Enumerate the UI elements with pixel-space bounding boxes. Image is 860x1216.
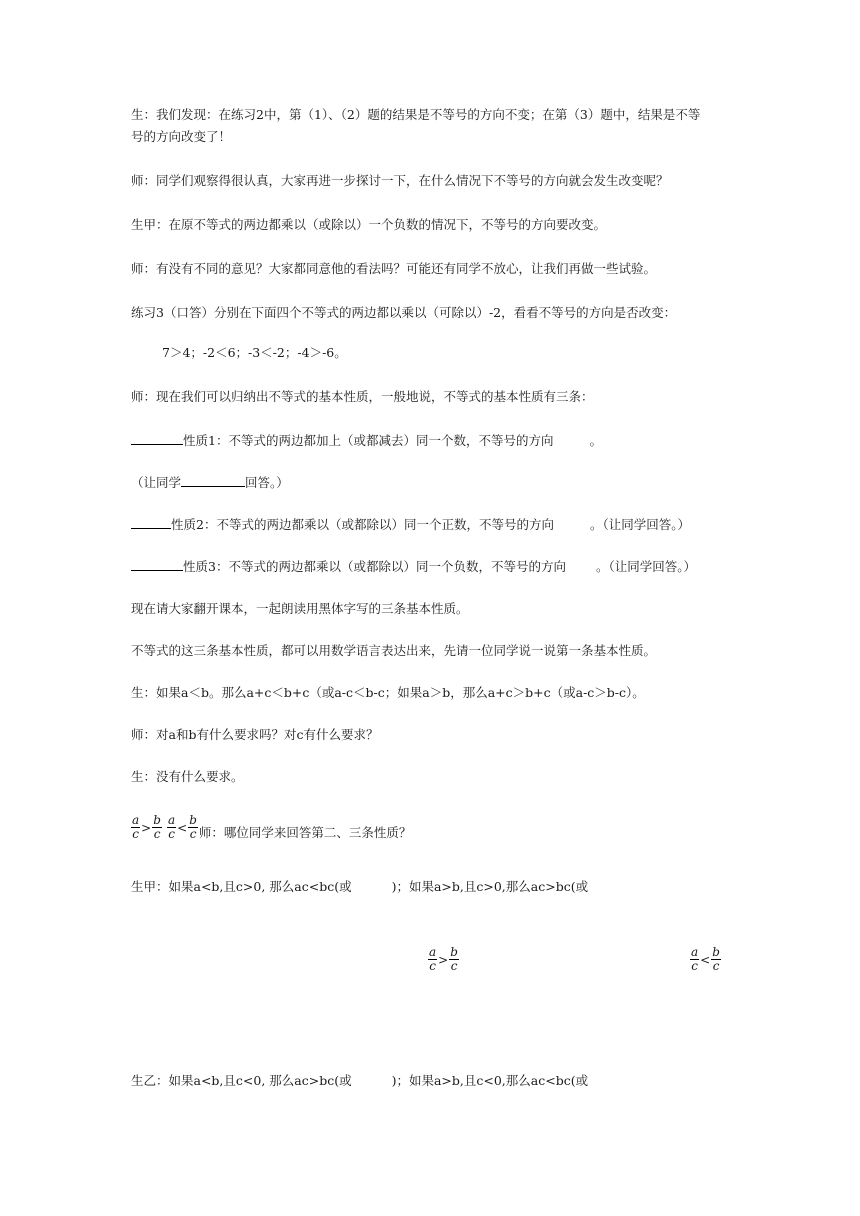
fraction-a-lt-b-over-c: $\frac{a}{c}$ < $\frac{b}{c}$ bbox=[691, 945, 720, 973]
fraction-a-over-c: $\frac{a}{c}$ bbox=[429, 945, 437, 973]
paragraph-math-language: 不等式的这三条基本性质，都可以用数学语言表达出来，先请一位同学说一说第一条基本性质。 bbox=[131, 643, 657, 658]
paragraph-student-a-answer: 生甲：在原不等式的两边都乘以（或除以）一个负数的情况下，不等号的方向要改变。 bbox=[131, 217, 607, 232]
exercise-3-inequalities: 7＞4；-2＜6；-3＜-2；-4＞-6。 bbox=[162, 345, 347, 360]
fraction-b-over-c: $\frac{b}{c}$ bbox=[712, 945, 720, 973]
fraction-inequality-row: $\frac{a}{c}$ > $\frac{b}{c}$ $\frac{a}{c}$ < $\frac{b}{c}$ 师：哪位同学来回答第二、三条性质？ bbox=[132, 813, 412, 841]
fraction-a-over-c: $\frac{a}{c}$ bbox=[691, 945, 699, 973]
paragraph-exercise-3: 练习3（口答）分别在下面四个不等式的两边都以乘以（可除以）-2，看看不等号的方向是否改变： bbox=[131, 305, 677, 320]
fraction-a-over-c: $\frac{a}{c}$ bbox=[132, 813, 140, 841]
property-3: 性质3：不等式的两边都乘以（或都除以）同一个负数，不等号的方向 。（让同学回答。） bbox=[131, 556, 696, 578]
paragraph-no-requirement: 生：没有什么要求。 bbox=[131, 769, 244, 784]
blank-line bbox=[131, 515, 171, 529]
property-2: 性质2：不等式的两边都乘以（或都除以）同一个正数，不等号的方向 。（让同学回答。） bbox=[131, 514, 690, 536]
property-1: 性质1：不等式的两边都加上（或都减去）同一个数，不等号的方向 。 bbox=[131, 430, 602, 452]
blank-line bbox=[131, 431, 183, 445]
paragraph-teacher-requirement: 师：对a和b有什么要求吗？对c有什么要求？ bbox=[131, 727, 379, 742]
fraction-b-over-c: $\frac{b}{c}$ bbox=[450, 945, 458, 973]
paragraph-teacher-experiment: 师：有没有不同的意见？大家都同意他的看法吗？可能还有同学不放心，让我们再做一些试验。 bbox=[131, 261, 657, 276]
fraction-b-over-c: $\frac{b}{c}$ bbox=[189, 813, 197, 841]
paragraph-student-b-properties: 生乙：如果a<b,且c<0, 那么ac>bc(或 )；如果a>b,且c<0,那么ac<bc(或 bbox=[131, 1073, 589, 1088]
paragraph-read-textbook: 现在请大家翻开课本，一起朗读用黑体字写的三条基本性质。 bbox=[131, 601, 469, 616]
paragraph-student-finding: 生：我们发现：在练习2中，第（1）、（2）题的结果是不等号的方向不变；在第（3）题中，结果是不等 号的方向改变了！ bbox=[131, 107, 701, 144]
paragraph-teacher-question: 师：同学们观察得很认真，大家再进一步探讨一下，在什么情况下不等号的方向就会发生改变呢？ bbox=[131, 173, 669, 188]
paragraph-teacher-summary: 师：现在我们可以归纳出不等式的基本性质，一般地说，不等式的基本性质有三条： bbox=[131, 389, 594, 404]
fraction-a-gt-b-over-c: $\frac{a}{c}$ > $\frac{b}{c}$ bbox=[429, 945, 458, 973]
blank-line bbox=[181, 473, 245, 487]
fraction-a-over-c: $\frac{a}{c}$ bbox=[168, 813, 176, 841]
paragraph-student-a-properties: 生甲：如果a<b,且c>0, 那么ac<bc(或 )；如果a>b,且c>0,那么ac>bc(或 bbox=[131, 879, 589, 894]
property-1-prompt: （让同学 回答。） bbox=[131, 475, 289, 490]
paragraph-property-1-formula: 生：如果a＜b。那么a+c＜b+c（或a-c＜b-c；如果a＞b，那么a+c＞b+c（或a-c＞b-c）。 bbox=[131, 685, 645, 700]
paragraph-teacher-ask-properties: 师：哪位同学来回答第二、三条性质？ bbox=[198, 825, 412, 840]
blank-line bbox=[131, 557, 183, 571]
fraction-b-over-c: $\frac{b}{c}$ bbox=[153, 813, 161, 841]
